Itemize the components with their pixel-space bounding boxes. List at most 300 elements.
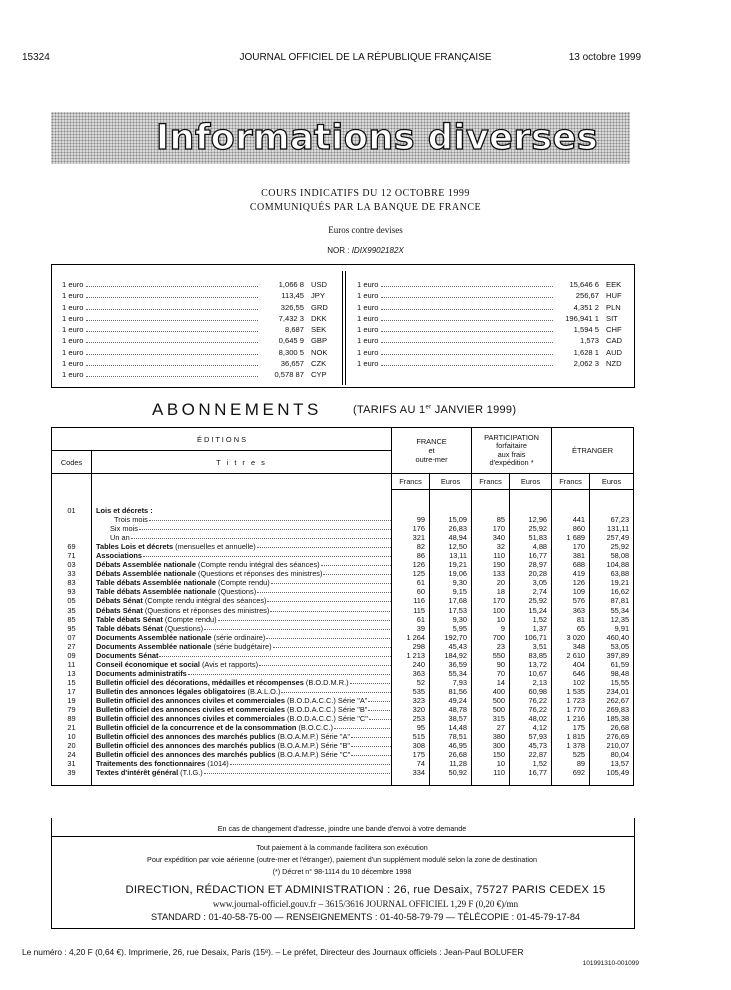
- etranger-francs: [552, 506, 590, 515]
- table-row: [52, 624, 634, 633]
- france-francs: 61: [392, 615, 430, 624]
- edition-code: 10: [52, 732, 92, 741]
- participation-euros: 10,67: [510, 669, 552, 678]
- edition-code: 35: [52, 606, 92, 615]
- participation-euros: 48,02: [510, 714, 552, 723]
- france-euros: 7,93: [430, 678, 472, 687]
- table-row: [52, 678, 634, 687]
- etranger-euros: 9,91: [590, 624, 634, 633]
- edition-title: [92, 578, 392, 587]
- participation-francs: 100: [472, 606, 510, 615]
- rate-row: [357, 313, 629, 324]
- participation-euros: 83,85: [510, 651, 552, 660]
- edition-detail: (Questions): [162, 623, 204, 633]
- france-euros: 36,59: [430, 660, 472, 669]
- rate-row: [357, 358, 629, 369]
- table-row: [52, 741, 634, 750]
- etranger-euros: 16,62: [590, 587, 634, 596]
- etranger-euros: 460,40: [590, 633, 634, 642]
- table-row: [52, 660, 634, 669]
- edition-title: [92, 587, 392, 596]
- leader-dots: [381, 354, 553, 355]
- edition-detail: Un an: [110, 533, 130, 543]
- leader-dots: [281, 691, 391, 693]
- france-euros: 12,50: [430, 542, 472, 551]
- edition-detail: (Compte rendu intégral des séances): [195, 560, 320, 570]
- edition-code: 83: [52, 578, 92, 587]
- etranger-euros: [590, 506, 634, 515]
- edition-code: [52, 515, 92, 524]
- table-row: [52, 759, 634, 768]
- participation-francs: 550: [472, 651, 510, 660]
- edition-title: [92, 768, 392, 777]
- edition-name: Bulletin officiel des annonces des marchés publics: [96, 732, 276, 742]
- leader-dots: [323, 573, 391, 575]
- leader-dots: [321, 564, 392, 566]
- etranger-francs: 363: [552, 606, 590, 615]
- edition-code: 24: [52, 750, 92, 759]
- table-row: [52, 587, 634, 596]
- edition-code: 39: [52, 768, 92, 777]
- edition-detail: (mensuelles et annuelle): [173, 542, 256, 552]
- table-row: [52, 596, 634, 605]
- participation-euros: 22,87: [510, 750, 552, 759]
- edition-detail: Six mois: [110, 524, 138, 534]
- participation-euros: 4,12: [510, 723, 552, 732]
- leader-dots: [334, 727, 392, 729]
- france-euros: 17,68: [430, 596, 472, 605]
- table-row: [52, 551, 634, 560]
- participation-francs: 18: [472, 587, 510, 596]
- france-euros: 13,11: [430, 551, 472, 560]
- participation-francs: 90: [472, 660, 510, 669]
- participation-francs: 85: [472, 515, 510, 524]
- rate-value: 8,300 5: [278, 347, 304, 357]
- rate-row: [62, 302, 334, 313]
- edition-title: [92, 633, 392, 642]
- participation-francs: 300: [472, 741, 510, 750]
- edition-title: [92, 723, 392, 732]
- table-row: [52, 714, 634, 723]
- france-francs: 175: [392, 750, 430, 759]
- abonnements-title: ABONNEMENTS: [152, 400, 322, 419]
- edition-detail: (Questions et réponses des ministres): [195, 569, 323, 579]
- etranger-euros: 67,23: [590, 515, 634, 524]
- france-euros: 81,56: [430, 687, 472, 696]
- edition-name: Débats Assemblée nationale: [96, 560, 196, 570]
- leader-dots: [257, 591, 391, 593]
- participation-euros: 16,77: [510, 768, 552, 777]
- edition-name: Bulletin officiel des annonces civiles et commerciales: [96, 695, 285, 705]
- participation-francs: 190: [472, 560, 510, 569]
- rate-label: 1 euro: [62, 359, 84, 369]
- etranger-euros: 131,11: [590, 524, 634, 533]
- participation-euros: 45,73: [510, 741, 552, 750]
- edition-name: Bulletin officiel des annonces des marchés publics: [96, 750, 276, 760]
- etranger-francs: 688: [552, 560, 590, 569]
- leader-dots: [131, 537, 392, 539]
- etranger-francs: 576: [552, 596, 590, 605]
- rate-value: 0,578 87: [274, 370, 304, 380]
- etranger-euros: 262,67: [590, 696, 634, 705]
- france-euros: 5,95: [430, 624, 472, 633]
- currency-code: JPY: [311, 291, 325, 301]
- participation-francs: [472, 506, 510, 515]
- participation-francs: 27: [472, 723, 510, 732]
- leader-dots: [159, 655, 391, 657]
- etranger-francs: 102: [552, 678, 590, 687]
- france-euros: 26,83: [430, 524, 472, 533]
- francs-header: Francs: [472, 474, 510, 490]
- edition-code: 69: [52, 542, 92, 551]
- etranger-header: ÉTRANGER: [552, 428, 634, 474]
- edition-title: [92, 732, 392, 741]
- participation-euros: 106,71: [510, 633, 552, 642]
- participation-francs: 500: [472, 696, 510, 705]
- rate-label: 1 euro: [62, 280, 84, 289]
- leader-dots: [273, 646, 392, 648]
- rate-value: 15,646 6: [569, 280, 599, 289]
- etranger-francs: 646: [552, 669, 590, 678]
- etranger-euros: 210,07: [590, 741, 634, 750]
- france-francs: 1 213: [392, 651, 430, 660]
- edition-name: Textes d'intérêt général: [96, 768, 179, 778]
- participation-euros: 4,88: [510, 542, 552, 551]
- etranger-euros: 80,04: [590, 750, 634, 759]
- edition-code: 13: [52, 669, 92, 678]
- rate-row: [62, 369, 334, 380]
- france-francs: 334: [392, 768, 430, 777]
- rate-row: [357, 302, 629, 313]
- rate-label: 1 euro: [62, 313, 84, 323]
- edition-detail: (B.O.A.M.P.) Série "C": [275, 750, 351, 760]
- france-euros: [430, 506, 472, 515]
- participation-euros: 3,51: [510, 642, 552, 651]
- edition-code: [52, 533, 92, 542]
- etranger-francs: 348: [552, 642, 590, 651]
- participation-francs: 315: [472, 714, 510, 723]
- etranger-francs: 1 216: [552, 714, 590, 723]
- edition-code: 71: [52, 551, 92, 560]
- rate-value: 4,351 2: [573, 302, 599, 312]
- rate-row: [62, 313, 334, 324]
- edition-name: Débats Sénat: [96, 596, 143, 606]
- currency-code: SEK: [311, 325, 327, 335]
- rate-label: 1 euro: [62, 325, 84, 335]
- table-row: [52, 606, 634, 615]
- etranger-euros: 13,57: [590, 759, 634, 768]
- edition-title: [92, 615, 392, 624]
- etranger-francs: 525: [552, 750, 590, 759]
- rate-label: 1 euro: [357, 359, 379, 369]
- france-francs: 125: [392, 569, 430, 578]
- leader-dots: [271, 582, 392, 584]
- cours-heading-2: COMMUNIQUÉS PAR LA BANQUE DE FRANCE: [249, 202, 482, 213]
- etranger-euros: 63,88: [590, 569, 634, 578]
- etranger-francs: 126: [552, 578, 590, 587]
- table-row: [52, 560, 634, 569]
- leader-dots: [230, 763, 392, 765]
- rate-row: [62, 290, 334, 301]
- leader-dots: [267, 600, 391, 602]
- etranger-francs: 381: [552, 551, 590, 560]
- france-euros: 38,57: [430, 714, 472, 723]
- participation-euros: 76,22: [510, 705, 552, 714]
- edition-code: 31: [52, 759, 92, 768]
- leader-dots: [218, 619, 392, 621]
- edition-title: [92, 542, 392, 551]
- edition-name: Associations: [96, 551, 143, 561]
- exchange-rates-box: [51, 264, 635, 388]
- edition-code: 33: [52, 569, 92, 578]
- edition-detail: (Questions et réponses des ministres): [142, 605, 270, 615]
- etranger-euros: 12,35: [590, 615, 634, 624]
- france-euros: 19,06: [430, 569, 472, 578]
- edition-title: [92, 687, 392, 696]
- etranger-euros: 397,89: [590, 651, 634, 660]
- etranger-euros: 276,69: [590, 732, 634, 741]
- rates-divider: [345, 271, 346, 385]
- rate-label: 1 euro: [357, 347, 379, 357]
- etranger-francs: 692: [552, 768, 590, 777]
- leader-dots: [351, 736, 392, 738]
- notes-divider: [51, 836, 635, 837]
- edition-detail: (T.I.G.): [178, 768, 203, 778]
- table-row: [52, 750, 634, 759]
- edition-detail: (série budgétaire): [211, 641, 272, 651]
- france-francs: 99: [392, 515, 430, 524]
- etranger-francs: 89: [552, 759, 590, 768]
- francs-header: Francs: [552, 474, 590, 490]
- edition-name: Bulletin des annonces légales obligatoires: [96, 686, 246, 696]
- france-francs: 1 264: [392, 633, 430, 642]
- etranger-euros: 26,68: [590, 723, 634, 732]
- participation-header: PARTICIPATION forfaitaire aux frais d'expédition *: [472, 428, 552, 474]
- participation-euros: 2,74: [510, 587, 552, 596]
- edition-name: Table débats Sénat: [96, 623, 163, 633]
- edition-code: 03: [52, 560, 92, 569]
- section-title: Informations diverses: [156, 118, 599, 158]
- participation-euros: 51,83: [510, 533, 552, 542]
- cours-heading-1: COURS INDICATIFS DU 12 OCTOBRE 1999: [261, 188, 470, 199]
- currency-code: USD: [311, 280, 328, 289]
- table-row: [52, 542, 634, 551]
- table-row: [52, 768, 634, 777]
- table-row: [52, 696, 634, 705]
- edition-title: [92, 759, 392, 768]
- phone-numbers: STANDARD : 01-40-58-75-00 — RENSEIGNEMENTS : 01-40-58-79-79 — TÉLÉCOPIE : 01-45-79-17-84: [150, 912, 581, 922]
- leader-dots: [270, 610, 391, 612]
- france-euros: 9,30: [430, 615, 472, 624]
- participation-francs: 110: [472, 768, 510, 777]
- leader-dots: [188, 673, 392, 675]
- edition-code: 11: [52, 660, 92, 669]
- edition-name: Documents administratifs: [96, 668, 187, 678]
- leader-dots: [351, 745, 392, 747]
- edition-name: Bulletin officiel des annonces civiles et commerciales: [96, 705, 285, 715]
- france-francs: 240: [392, 660, 430, 669]
- leader-dots: [351, 754, 391, 756]
- currency-code: HUF: [606, 291, 622, 301]
- leader-dots: [86, 286, 258, 287]
- currency-code: CAD: [606, 336, 623, 346]
- rate-value: 8,687: [284, 325, 304, 335]
- etranger-francs: 860: [552, 524, 590, 533]
- payment-note: Tout paiement à la commande facilitera son exécution: [256, 843, 428, 852]
- table-row: [52, 578, 634, 587]
- etranger-francs: 1 535: [552, 687, 590, 696]
- france-francs: 115: [392, 606, 430, 615]
- participation-euros: 25,92: [510, 524, 552, 533]
- participation-euros: 1,52: [510, 759, 552, 768]
- france-header: FRANCE et outre-mer: [392, 428, 472, 474]
- currency-code: SIT: [606, 313, 618, 323]
- participation-euros: 13,72: [510, 660, 552, 669]
- participation-francs: 10: [472, 615, 510, 624]
- table-row: [52, 515, 634, 524]
- rate-row: [62, 279, 334, 290]
- edition-detail: (Compte rendu intégral des séances): [142, 596, 267, 606]
- table-row: [52, 633, 634, 642]
- rate-row: [62, 324, 334, 335]
- currency-code: CHF: [606, 325, 622, 335]
- table-row: [52, 506, 634, 515]
- edition-title: [92, 705, 392, 714]
- edition-code: 17: [52, 687, 92, 696]
- rate-value: 113,45: [281, 291, 304, 301]
- edition-code: 20: [52, 741, 92, 750]
- etranger-francs: 2 610: [552, 651, 590, 660]
- etranger-euros: 104,88: [590, 560, 634, 569]
- rate-value: 1,594 5: [573, 325, 599, 335]
- edition-detail: (Questions): [215, 587, 257, 597]
- currency-code: PLN: [606, 302, 621, 312]
- website-minitel: www.journal-officiel.gouv.fr – 3615/3616 JOURNAL OFFICIEL 1,29 F (0,20 €)/mn: [212, 899, 519, 909]
- nor-reference: [0, 246, 731, 255]
- rates-left-column: [62, 279, 334, 381]
- rate-row: [357, 290, 629, 301]
- edition-code: 93: [52, 587, 92, 596]
- etranger-francs: 170: [552, 542, 590, 551]
- table-row: [52, 669, 634, 678]
- leader-dots: [368, 700, 391, 702]
- edition-name: Lois et décrets :: [96, 506, 153, 515]
- france-euros: 11,28: [430, 759, 472, 768]
- edition-code: 85: [52, 615, 92, 624]
- etranger-euros: 53,05: [590, 642, 634, 651]
- edition-detail: (B.O.D.A.C.C.) Série "B": [284, 705, 368, 715]
- edition-name: Bulletin officiel des annonces des marchés publics: [96, 741, 276, 751]
- currency-code: NOK: [311, 347, 328, 357]
- participation-euros: 15,24: [510, 606, 552, 615]
- edition-code: 27: [52, 642, 92, 651]
- rate-value: 326,55: [280, 302, 304, 312]
- participation-francs: 170: [472, 524, 510, 533]
- participation-euros: 57,93: [510, 732, 552, 741]
- france-euros: 49,24: [430, 696, 472, 705]
- nor-label: NOR :: [327, 246, 350, 255]
- participation-francs: 110: [472, 551, 510, 560]
- france-euros: 46,95: [430, 741, 472, 750]
- participation-francs: 380: [472, 732, 510, 741]
- edition-detail: (Avis et rapports): [199, 659, 259, 669]
- subtitle-sup: er: [425, 404, 432, 411]
- etranger-francs: 1 815: [552, 732, 590, 741]
- participation-francs: 14: [472, 678, 510, 687]
- etranger-francs: 1 378: [552, 741, 590, 750]
- edition-detail: (B.O.D.M.R.): [303, 677, 349, 687]
- direction-address: DIRECTION, RÉDACTION ET ADMINISTRATION : 26, rue Desaix, 75727 PARIS CEDEX 15: [125, 884, 606, 896]
- edition-title: [92, 750, 392, 759]
- decree-note: (*) Décret n° 98-1114 du 10 décembre 1998: [272, 867, 412, 876]
- etranger-euros: 61,59: [590, 660, 634, 669]
- edition-title: [92, 669, 392, 678]
- rate-row: [62, 347, 334, 358]
- france-euros: 15,09: [430, 515, 472, 524]
- edition-detail: (B.A.L.O.): [245, 686, 281, 696]
- edition-code: 05: [52, 596, 92, 605]
- leader-dots: [369, 718, 392, 720]
- rate-row: [357, 324, 629, 335]
- rate-value: 36,657: [280, 359, 304, 369]
- edition-name: Table débats Assemblée nationale: [96, 578, 216, 588]
- leader-dots: [86, 354, 258, 355]
- edition-detail: (1014): [205, 759, 229, 769]
- france-euros: 26,68: [430, 750, 472, 759]
- etranger-euros: 25,92: [590, 542, 634, 551]
- france-euros: 19,21: [430, 560, 472, 569]
- rates-divider: [342, 271, 343, 385]
- rate-value: 2,062 3: [573, 359, 599, 369]
- edition-name: Débats Assemblée nationale: [96, 569, 196, 579]
- footer-imprint: Le numéro : 4,20 F (0,64 €). Imprimerie, 26, rue Desaix, Paris (15ᵉ). – Le préfet, Directeur des Journaux officiels : Jean-Paul BOLUFER: [22, 947, 524, 957]
- france-francs: 52: [392, 678, 430, 687]
- editions-header: É D I T I O N S: [52, 428, 392, 451]
- rate-label: 1 euro: [357, 291, 379, 301]
- nor-value: IDIX9902182X: [351, 246, 404, 255]
- abonnements-subtitle: [353, 404, 516, 416]
- leader-dots: [86, 376, 258, 377]
- table-row: [52, 642, 634, 651]
- france-euros: 78,51: [430, 732, 472, 741]
- etranger-euros: 234,01: [590, 687, 634, 696]
- table-row: [52, 533, 634, 542]
- participation-francs: 500: [472, 705, 510, 714]
- france-euros: 192,70: [430, 633, 472, 642]
- rate-value: 256,67: [575, 291, 599, 301]
- issue-date: 13 octobre 1999: [568, 52, 641, 63]
- edition-title: [92, 596, 392, 605]
- rate-label: 1 euro: [62, 302, 84, 312]
- etranger-francs: 65: [552, 624, 590, 633]
- leader-dots: [368, 709, 391, 711]
- etranger-euros: 105,49: [590, 768, 634, 777]
- francs-header: Francs: [392, 474, 430, 490]
- participation-francs: 400: [472, 687, 510, 696]
- participation-euros: 16,77: [510, 551, 552, 560]
- participation-francs: 700: [472, 633, 510, 642]
- participation-euros: 1,37: [510, 624, 552, 633]
- participation-francs: 9: [472, 624, 510, 633]
- codes-header: Codes: [52, 451, 92, 474]
- france-francs: 60: [392, 587, 430, 596]
- france-euros: 184,92: [430, 651, 472, 660]
- edition-code: 15: [52, 678, 92, 687]
- france-francs: 74: [392, 759, 430, 768]
- edition-name: Table débats Sénat: [96, 614, 163, 624]
- etranger-euros: 185,38: [590, 714, 634, 723]
- table-row: [52, 651, 634, 660]
